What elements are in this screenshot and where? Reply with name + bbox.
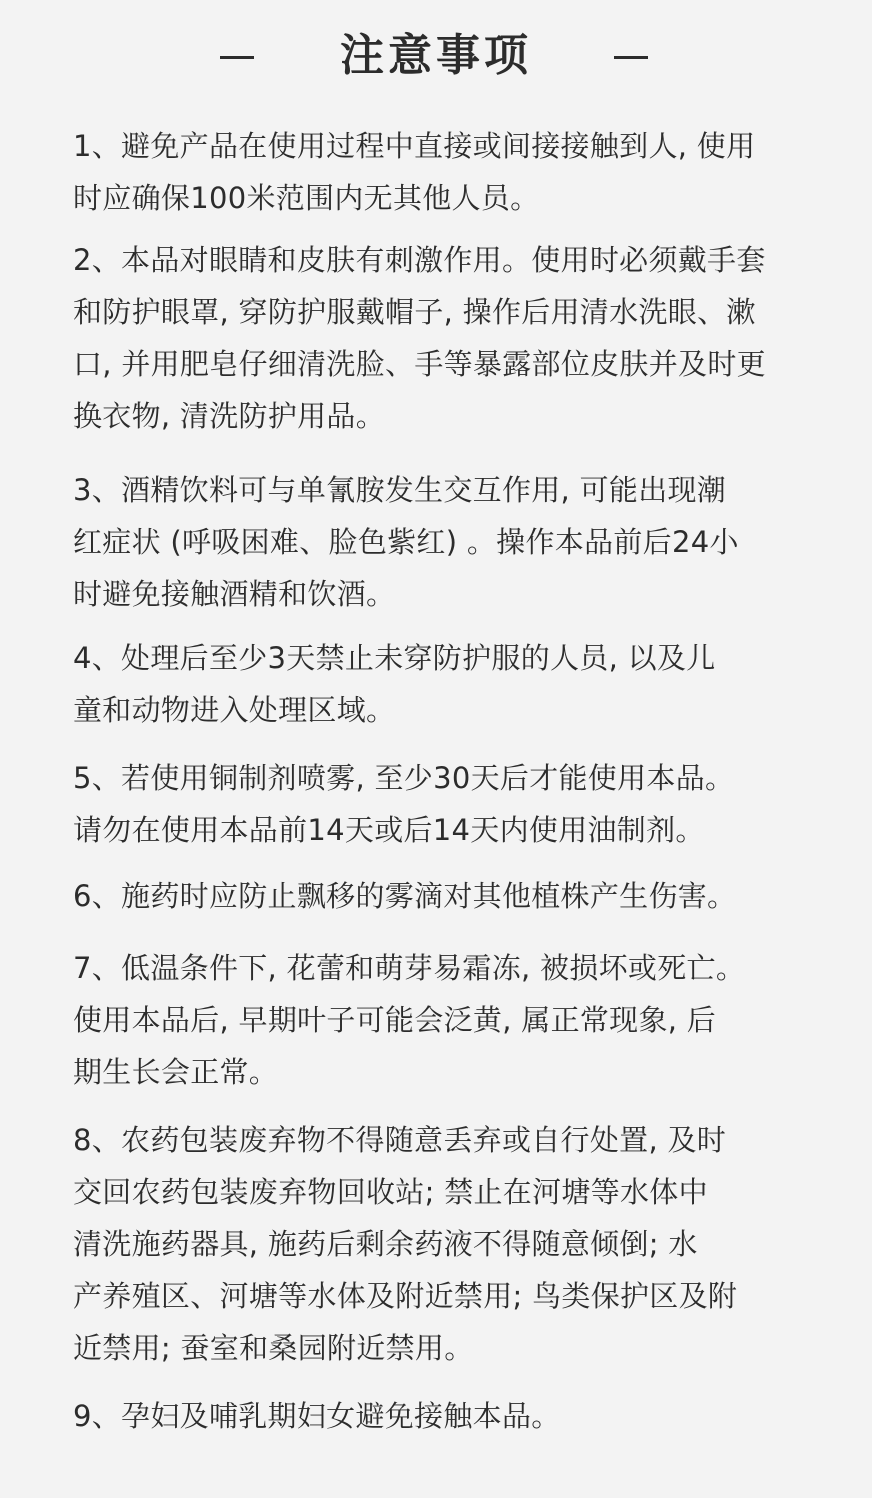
notice-line: 换衣物, 清洗防护用品。	[73, 399, 386, 433]
notice-item-8	[73, 1114, 833, 1374]
notice-line: 童和动物进入处理区域。	[73, 693, 396, 727]
notice-line: 红症状 (呼吸困难、脸色紫红) 。操作本品前后24小	[73, 525, 739, 559]
notice-line: 时应确保100米范围内无其他人员。	[73, 181, 540, 215]
notice-line: 清洗施药器具, 施药后剩余药液不得随意倾倒; 水	[73, 1227, 698, 1261]
notice-item-5	[73, 752, 833, 856]
notice-line: 交回农药包装废弃物回收站; 禁止在河塘等水体中	[73, 1175, 708, 1209]
notice-item-3	[73, 464, 833, 620]
notice-line: 9、孕妇及哺乳期妇女避免接触本品。	[73, 1399, 561, 1433]
notice-line: 8、农药包装废弃物不得随意丢弃或自行处置, 及时	[73, 1123, 727, 1157]
notice-item-9	[73, 1390, 833, 1442]
notice-item-6	[73, 870, 833, 922]
notice-line: 4、处理后至少3天禁止未穿防护服的人员, 以及儿	[73, 641, 716, 675]
notice-line: 2、本品对眼睛和皮肤有刺激作用。使用时必须戴手套	[73, 243, 766, 277]
notice-line: 产养殖区、河塘等水体及附近禁用; 鸟类保护区及附	[73, 1279, 738, 1313]
page-title: 注意事项	[340, 30, 532, 81]
notice-line: 口, 并用肥皂仔细清洗脸、手等暴露部位皮肤并及时更	[73, 347, 766, 381]
notice-item-7	[73, 942, 833, 1098]
notice-line: 请勿在使用本品前14天或后14天内使用油制剂。	[73, 813, 705, 847]
title-dash-right	[614, 56, 648, 59]
notice-line: 期生长会正常。	[73, 1055, 279, 1089]
notice-line: 3、酒精饮料可与单氰胺发生交互作用, 可能出现潮	[73, 473, 727, 507]
notice-line: 和防护眼罩, 穿防护服戴帽子, 操作后用清水洗眼、漱	[73, 295, 756, 329]
notice-line: 1、避免产品在使用过程中直接或间接接触到人, 使用	[73, 129, 756, 163]
notice-line: 近禁用; 蚕室和桑园附近禁用。	[73, 1331, 474, 1365]
notice-item-2	[73, 234, 833, 442]
notice-line: 使用本品后, 早期叶子可能会泛黄, 属正常现象, 后	[73, 1003, 717, 1037]
title-row	[0, 24, 872, 94]
notice-item-1	[73, 120, 833, 224]
notice-line: 6、施药时应防止飘移的雾滴对其他植株产生伤害。	[73, 879, 737, 913]
notice-line: 5、若使用铜制剂喷雾, 至少30天后才能使用本品。	[73, 761, 735, 795]
notice-line: 时避免接触酒精和饮酒。	[73, 577, 396, 611]
notice-item-4	[73, 632, 833, 736]
notice-line: 7、低温条件下, 花蕾和萌芽易霜冻, 被损坏或死亡。	[73, 951, 746, 985]
